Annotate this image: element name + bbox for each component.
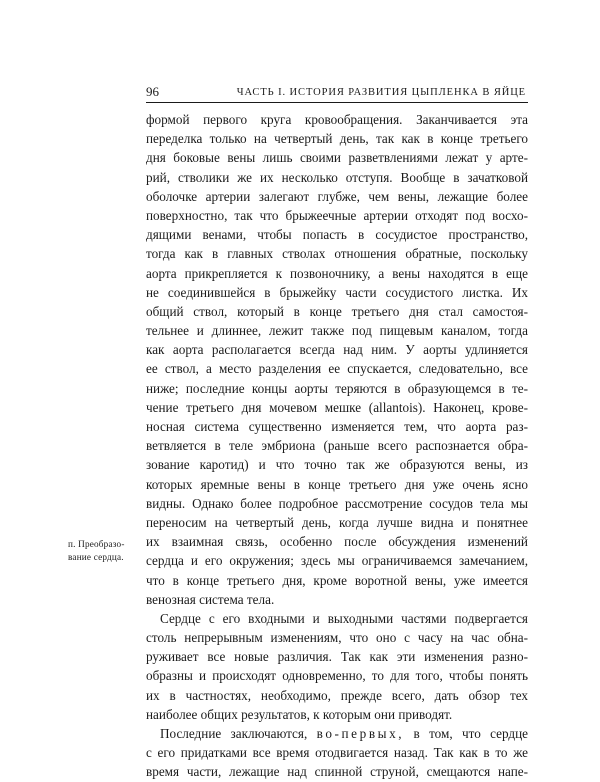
- text-line: ветвляется в теле эмбриона (раньше всего распознается обра-: [146, 438, 528, 454]
- page-number: 96: [146, 84, 159, 99]
- body-text: [146, 110, 528, 782]
- text-line: тогда как в главных стволах отношения обратные, поскольку: [146, 246, 528, 262]
- margin-note: [68, 538, 144, 563]
- text-line: дня боковые вены лишь своими разветвлениями лежат у арте-: [146, 150, 528, 166]
- page-header: [146, 84, 528, 103]
- text-line: оболочке артерии залегают глубже, чем вены, лежащие более: [146, 188, 528, 204]
- text-line: аорта прикрепляется к позвоночнику, а вены находятся в еще: [146, 265, 528, 281]
- text-line: тельнее и длиннее, лежит также под пищевым каналом, тогда: [146, 323, 528, 339]
- margin-note-line: п. Преобразо-: [68, 539, 125, 549]
- emphasis-spaced: во-первых,: [316, 726, 405, 741]
- text-fragment: в том, что сердце: [413, 726, 529, 741]
- text-line: дящими венами, чтобы попасть в сосудистое пространство,: [146, 227, 528, 243]
- text-line: поверхностно, так что брыжеечные артерии отходят под восхо-: [146, 207, 528, 223]
- text-line-with-emphasis: [146, 724, 528, 743]
- text-line: что в конце третьего дня, кроме воротной вены, уже имеется: [146, 572, 528, 588]
- text-line: руживает все новые различия. Так как эти изменения разно-: [146, 649, 528, 665]
- paragraph-results: [146, 724, 528, 782]
- text-line: Сердце с его входными и выходными частями подвергается: [160, 610, 528, 626]
- text-line: зование каротид) и что точно так же образуются вены, из: [146, 457, 528, 473]
- text-line: которых яремные вены в конце третьего дня уже очень ясно: [146, 476, 528, 492]
- text-line: видны. Однако более подробное рассмотрение сосудов тела мы: [146, 495, 528, 511]
- text-line: их взаимная связь, особенно после обсуждения изменений: [146, 534, 528, 550]
- text-line: как аорта располагается всегда над ним. У аорты удлиняется: [146, 342, 528, 358]
- text-line: не соединившейся в брыжейку части сосудистого листка. Их: [146, 284, 528, 300]
- margin-note-line: вание сердца.: [68, 551, 124, 562]
- text-line: образны и происходят одновременно, то для того, чтобы понять: [146, 668, 528, 684]
- text-line: переносим на четвертый день, когда лучше видна и понятнее: [146, 514, 528, 530]
- text-line: общий ствол, который в конце третьего дня стал самостоя-: [146, 303, 528, 319]
- text-line: венозная система тела.: [146, 591, 275, 607]
- text-line: ниже; последние концы аорты теряются в образующемся в те-: [146, 380, 528, 396]
- text-line: рий, стволики же их несколько отступя. Вообще в зачатковой: [146, 169, 528, 185]
- paragraph-blood-circulation: [146, 110, 528, 609]
- text-line: сердца и его окружения; здесь мы ограничиваемся замечанием,: [146, 553, 528, 569]
- text-line: носная система существенно изменяется тем, что аорта раз-: [146, 419, 528, 434]
- text-line: формой первого круга кровообращения. Заканчивается эта: [146, 112, 528, 127]
- text-fragment: Последние заключаются,: [160, 726, 308, 741]
- text-line: чение третьего дня мочевом мешке (allantois). Наконец, крове-: [146, 399, 528, 415]
- running-head: ЧАСТЬ I. ИСТОРИЯ РАЗВИТИЯ ЦЫПЛЕНКА В ЯЙЦЕ: [236, 87, 526, 98]
- text-line: наиболее общих результатов, к которым они приводят.: [146, 706, 453, 722]
- text-line: время части, лежащие над спинной струной, смещаются напе-: [146, 764, 528, 780]
- text-line: переделка только на четвертый день, так как в конце третьего: [146, 131, 528, 147]
- text-line: столь непрерывным изменениям, что оно с часу на час обна-: [146, 630, 528, 646]
- text-line: с его придатками все время отодвигается назад. Так как в то же: [146, 745, 528, 761]
- text-line: ее ствол, а место разделения ее спускается, следовательно, все: [146, 361, 528, 377]
- paragraph-heart-transformation: [146, 609, 528, 724]
- text-line: их в частностях, необходимо, прежде всего, дать обзор тех: [146, 687, 528, 703]
